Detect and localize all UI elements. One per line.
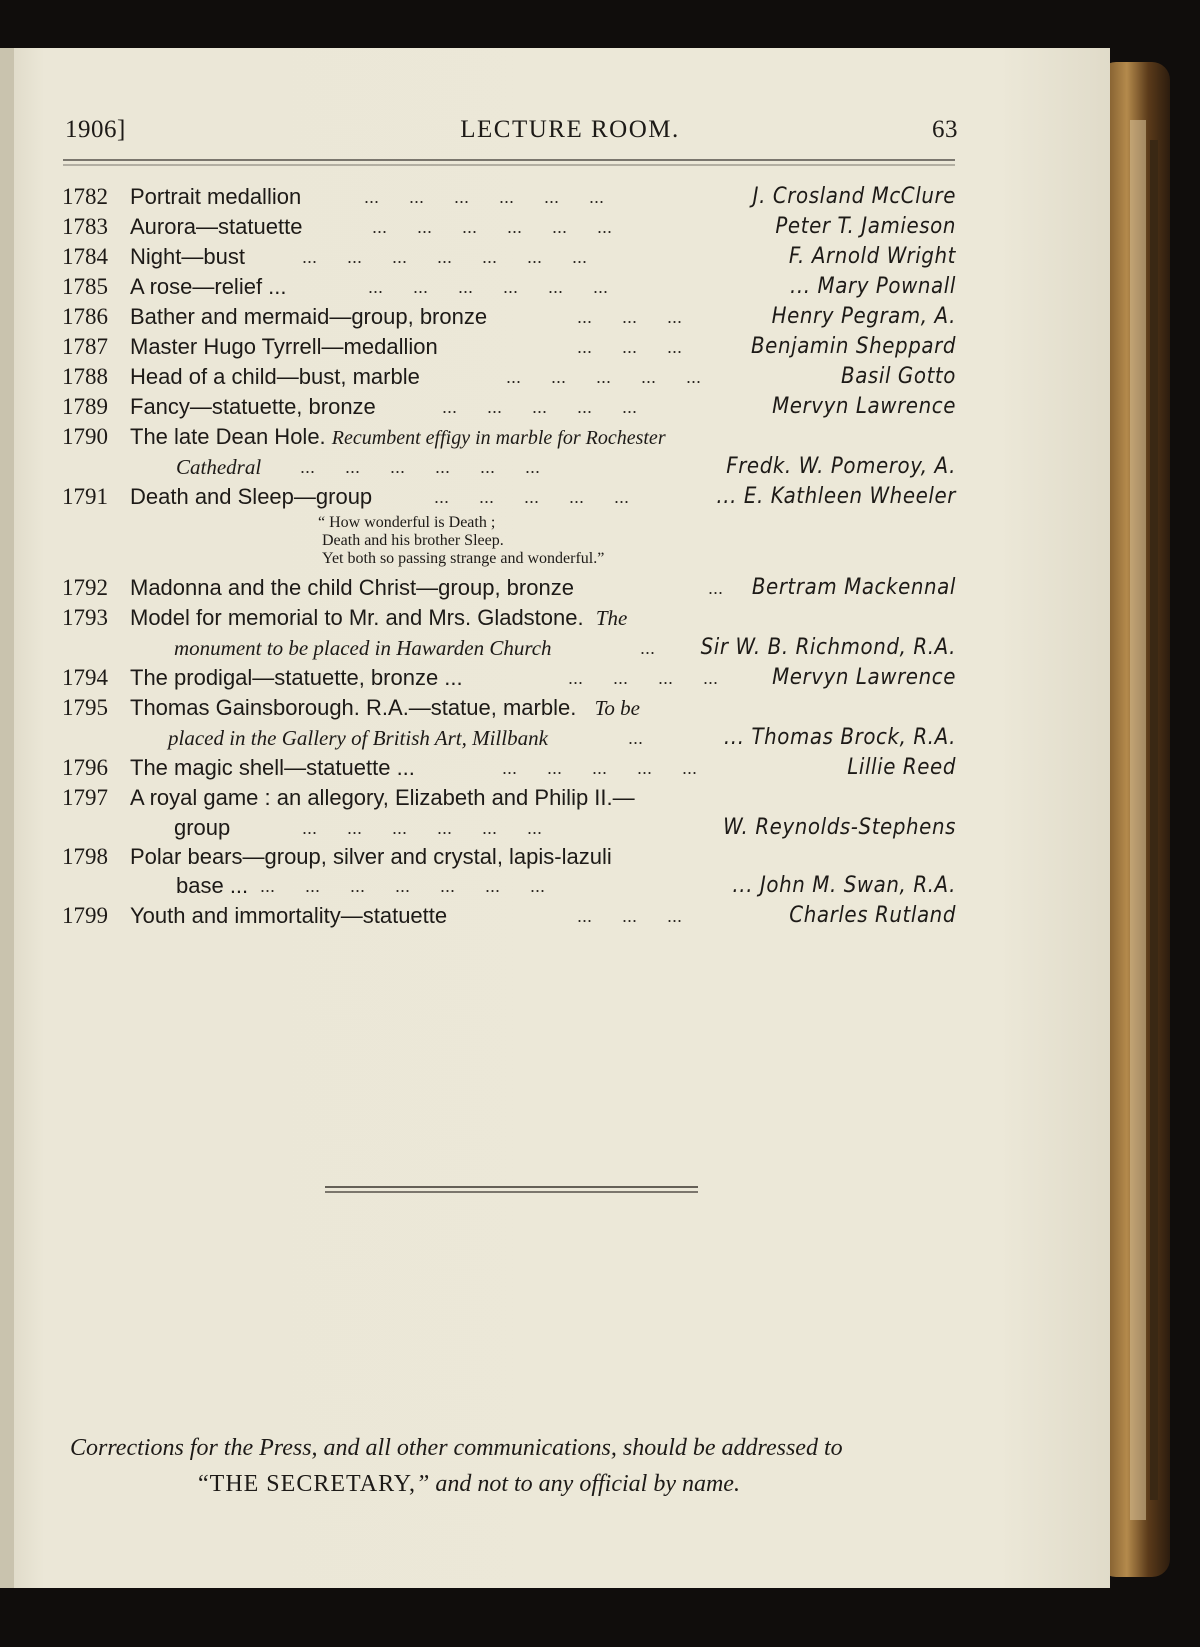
catalogue-entry <box>62 842 962 872</box>
entry-artist: ... John M. Swan, R.A. <box>732 873 956 898</box>
entry-title-text: Model for memorial to Mr. and Mrs. Gladstone. <box>130 605 584 630</box>
leader-dots: ... ... ... ... ... ... <box>302 818 543 838</box>
entry-number: 1788 <box>62 364 108 389</box>
entry-artist: ... Mary Pownall <box>790 274 956 299</box>
leader-dots: ... ... ... ... ... ... <box>364 187 605 207</box>
leader-dots: ... ... ... ... ... ... <box>368 277 609 297</box>
entry-title-italic: The <box>595 606 628 630</box>
entry-artist: Basil Gotto <box>841 364 956 389</box>
footnote-quote-open: “ <box>198 1471 210 1497</box>
entry-title-continuation: Cathedral <box>176 455 262 479</box>
entry-number: 1798 <box>62 844 108 869</box>
catalogue-entry <box>62 783 962 813</box>
entry-number: 1789 <box>62 394 108 419</box>
catalogue-entry <box>62 753 962 783</box>
entry-artist: W. Reynolds-Stephens <box>723 815 956 840</box>
catalogue-entry <box>62 242 962 272</box>
leader-dots: ... ... ... ... ... ... ... <box>260 876 546 896</box>
entry-title: Madonna and the child Christ—group, bronze <box>130 575 574 600</box>
entry-number: 1785 <box>62 274 108 299</box>
entry-title: The prodigal—statuette, bronze ... <box>130 665 463 690</box>
leader-dots: ... ... ... ... ... ... <box>372 217 613 237</box>
entry-title: Polar bears—group, silver and crystal, lapis-lazuli <box>130 844 612 869</box>
entry-title-continuation: base ... <box>176 873 249 898</box>
running-head-year: 1906] <box>65 116 126 143</box>
catalogue-entry-continuation <box>62 452 962 482</box>
catalogue-entry <box>62 422 962 452</box>
entry-artist: Bertram Mackennal <box>751 575 956 600</box>
entry-artist: Lillie Reed <box>847 755 956 780</box>
leader-dots: ... ... ... ... ... <box>442 397 638 417</box>
page-number: 63 <box>932 116 958 143</box>
catalogue-entry <box>62 302 962 332</box>
entry-title: Portrait medallion <box>130 184 302 209</box>
leader-dots: ... ... ... ... <box>568 668 719 688</box>
entry-title: Master Hugo Tyrrell—medallion <box>130 334 438 359</box>
catalogue-entry <box>62 693 962 723</box>
entry-artist: Mervyn Lawrence <box>772 394 956 419</box>
entry-title-continuation: monument to be placed in Hawarden Church <box>174 636 552 660</box>
catalogue-entry <box>62 482 962 512</box>
catalogue-entry-continuation <box>62 871 962 901</box>
entry-title: Night—bust <box>130 244 245 269</box>
entry-title <box>130 422 666 453</box>
entry-number: 1784 <box>62 244 108 269</box>
footnote-tail: ” and not to any official by name. <box>415 1471 740 1497</box>
leader-dots: ... <box>628 728 644 748</box>
catalogue-entry <box>62 392 962 422</box>
catalogue-entry <box>62 212 962 242</box>
leader-dots: ... ... ... ... ... ... ... <box>302 247 588 267</box>
entry-number: 1790 <box>62 424 108 449</box>
entry-number: 1796 <box>62 755 108 780</box>
leader-dots: ... ... ... ... ... <box>434 487 630 507</box>
entry-number: 1793 <box>62 605 108 630</box>
catalogue-entry <box>62 272 962 302</box>
entry-number: 1797 <box>62 785 108 810</box>
entry-title <box>130 693 640 723</box>
entry-number: 1782 <box>62 184 108 209</box>
entry-title: The magic shell—statuette ... <box>130 755 415 780</box>
leader-dots: ... ... ... ... ... <box>506 367 702 387</box>
catalogue-entry <box>62 603 962 633</box>
entry-title-text: Thomas Gainsborough. R.A.—statue, marble. <box>130 695 577 720</box>
entry-title <box>130 603 627 633</box>
entry-number: 1799 <box>62 903 108 928</box>
entry-artist: Fredk. W. Pomeroy, A. <box>726 454 956 479</box>
entry-title-continuation: group <box>174 815 231 840</box>
leader-dots: ... <box>708 578 724 598</box>
entry-title: A rose—relief ... <box>130 274 287 299</box>
entry-number: 1787 <box>62 334 108 359</box>
entry-artist: Charles Rutland <box>789 903 956 928</box>
footnote-line-2 <box>70 1466 970 1502</box>
leader-dots: ... ... ... <box>577 307 683 327</box>
catalogue-entry <box>62 332 962 362</box>
entry-title: Youth and immortality—statuette <box>130 903 448 928</box>
entry-artist: Henry Pegram, A. <box>771 304 956 329</box>
catalogue-entry <box>62 182 962 212</box>
entry-number: 1795 <box>62 695 108 720</box>
entry-number: 1794 <box>62 665 108 690</box>
footnote-secretary: THE SECRETARY, <box>209 1471 416 1497</box>
entry-artist: ... Thomas Brock, R.A. <box>723 725 956 750</box>
entry-title: Death and Sleep—group <box>130 484 373 509</box>
footnote-line-1: Corrections for the Press, and all other communications, should be addressed to <box>70 1435 843 1461</box>
catalogue-entry-continuation <box>62 633 962 663</box>
entry-title: A royal game : an allegory, Elizabeth and Philip II.— <box>130 785 635 810</box>
catalogue-entry-continuation <box>62 723 962 753</box>
entry-title: Bather and mermaid—group, bronze <box>130 304 488 329</box>
entry-title: Head of a child—bust, marble <box>130 364 420 389</box>
verse-line: Death and his brother Sleep. <box>322 532 504 549</box>
entry-number: 1783 <box>62 214 108 239</box>
entry-title: Aurora—statuette <box>130 214 303 239</box>
entry-artist: Peter T. Jamieson <box>775 214 956 239</box>
catalogue-entry <box>62 573 962 603</box>
entry-title-italic: Recumbent effigy in marble for Rochester <box>331 427 666 449</box>
entry-number: 1791 <box>62 484 108 509</box>
catalogue-entry <box>62 663 962 693</box>
entry-artist: F. Arnold Wright <box>788 244 956 269</box>
entry-artist: ... E. Kathleen Wheeler <box>716 484 956 509</box>
leader-dots: ... ... ... ... ... ... <box>300 457 541 477</box>
entry-title-continuation: placed in the Gallery of British Art, Millbank <box>168 726 548 750</box>
footnote <box>70 1430 970 1502</box>
leader-dots: ... ... ... ... ... <box>502 758 698 778</box>
verse-quotation <box>318 514 838 568</box>
catalogue-entry <box>62 362 962 392</box>
entry-artist: J. Crosland McClure <box>752 184 956 209</box>
entry-artist: Sir W. B. Richmond, R.A. <box>700 635 956 660</box>
entry-number: 1792 <box>62 575 108 600</box>
entry-number: 1786 <box>62 304 108 329</box>
entry-title-italic: To be <box>594 696 640 720</box>
verse-line: “ How wonderful is Death ; <box>318 514 496 531</box>
leader-dots: ... <box>640 638 656 658</box>
catalogue-entry-continuation <box>62 813 962 843</box>
entry-title-text: The late Dean Hole. <box>130 424 326 449</box>
verse-line: Yet both so passing strange and wonderful.” <box>322 550 605 567</box>
entry-artist: Mervyn Lawrence <box>772 665 956 690</box>
catalogue-entry <box>62 901 962 931</box>
running-head-title: LECTURE ROOM. <box>460 116 680 143</box>
entry-title: Fancy—statuette, bronze <box>130 394 376 419</box>
leader-dots: ... ... ... <box>577 337 683 357</box>
leader-dots: ... ... ... <box>577 906 683 926</box>
entry-artist: Benjamin Sheppard <box>750 334 956 359</box>
